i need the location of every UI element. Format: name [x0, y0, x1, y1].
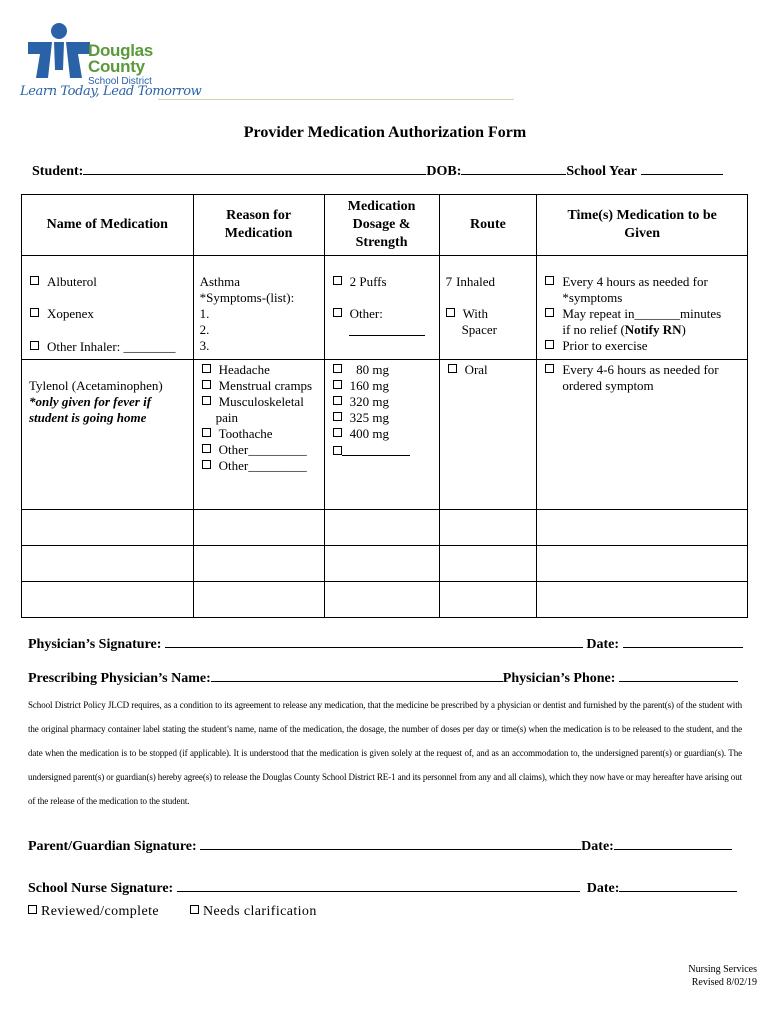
checkbox[interactable]	[446, 308, 455, 317]
tylenol-times-cell	[537, 360, 748, 510]
reason-headache[interactable]: Headache	[202, 362, 270, 378]
times-every-4-hours[interactable]: Every 4 hours as needed for	[545, 274, 707, 290]
times-ordered-symptom: ordered symptom	[562, 378, 654, 393]
table-header-row	[22, 195, 748, 256]
route-with-spacer[interactable]: With	[446, 306, 488, 322]
school-year-field[interactable]	[641, 161, 723, 175]
reason-other-1[interactable]: Other_________	[202, 442, 307, 458]
tylenol-reason-cell	[193, 360, 324, 510]
table-row	[22, 582, 748, 618]
physician-signature-field[interactable]	[165, 634, 583, 648]
reason-toothache[interactable]: Toothache	[202, 426, 273, 442]
logo-name-line2: County	[88, 57, 145, 76]
reason-other-2[interactable]: Other_________	[202, 458, 307, 474]
nurse-signature-label: School Nurse Signature:	[28, 881, 174, 896]
parent-signature-field[interactable]	[200, 836, 581, 850]
blank-cell[interactable]	[193, 582, 324, 618]
tylenol-name-cell	[22, 360, 194, 510]
checkbox[interactable]	[190, 905, 199, 914]
dose-320mg[interactable]: 320 mg	[333, 394, 389, 410]
form-title: Provider Medication Authorization Form	[243, 124, 527, 141]
checkbox[interactable]	[202, 364, 211, 373]
symptom-line-3[interactable]: 3.	[199, 338, 210, 353]
checkbox[interactable]	[202, 380, 211, 389]
checkbox[interactable]	[202, 396, 211, 405]
route-inhaled[interactable]: 7 Inhaled	[445, 274, 496, 289]
times-prior-to-exercise[interactable]: Prior to exercise	[545, 338, 647, 354]
parent-date-field[interactable]	[614, 836, 732, 850]
logo-name-line1: Douglas	[88, 41, 153, 60]
checkbox[interactable]	[202, 460, 211, 469]
checkbox[interactable]	[333, 396, 342, 405]
checkbox[interactable]	[545, 364, 554, 373]
nurse-signature-field[interactable]	[177, 878, 580, 892]
physician-date-field[interactable]	[623, 634, 743, 648]
reviewed-complete-option[interactable]: Reviewed/complete	[28, 904, 159, 920]
tylenol-dosage-cell	[324, 360, 439, 510]
times-symptoms: *symptoms	[562, 290, 623, 305]
district-figure-icon	[26, 22, 92, 82]
dose-other-field[interactable]	[333, 322, 425, 340]
table-row	[22, 510, 748, 546]
albuterol-option[interactable]: Albuterol	[30, 274, 97, 290]
dose-80mg[interactable]: 80 mg	[333, 362, 389, 378]
checkbox[interactable]	[448, 364, 457, 373]
checkbox[interactable]	[30, 341, 39, 350]
physician-signature-row	[28, 634, 743, 653]
symptom-line-2[interactable]: 2.	[199, 322, 210, 337]
prescriber-name-field[interactable]	[211, 668, 503, 682]
header-rule	[158, 99, 514, 100]
checkbox[interactable]	[545, 308, 554, 317]
date-label: Date:	[581, 839, 614, 854]
checkbox[interactable]	[545, 340, 554, 349]
nurse-date-field[interactable]	[619, 878, 737, 892]
table-row	[22, 546, 748, 582]
checkbox[interactable]	[30, 308, 39, 317]
other-inhaler-option[interactable]: Other Inhaler: ________	[30, 339, 176, 355]
route-spacer-label: Spacer	[461, 322, 497, 337]
logo-tagline: Learn Today, Lead Tomorrow	[20, 84, 202, 99]
table-row	[22, 360, 748, 510]
checkbox[interactable]	[333, 428, 342, 437]
reason-menstrual-cramps[interactable]: Menstrual cramps	[202, 378, 313, 394]
parent-signature-label: Parent/Guardian Signature:	[28, 839, 197, 854]
dose-2-puffs[interactable]: 2 Puffs	[333, 274, 387, 290]
symptom-line-1[interactable]: 1.	[199, 306, 210, 321]
blank-cell[interactable]	[537, 510, 748, 546]
date-label: Date:	[586, 637, 620, 652]
checkbox[interactable]	[333, 364, 342, 373]
parent-signature-row	[28, 836, 732, 855]
dob-field[interactable]	[461, 161, 566, 175]
header-route: Route	[439, 195, 537, 256]
checkbox[interactable]	[333, 308, 342, 317]
xopenex-option[interactable]: Xopenex	[30, 306, 94, 322]
student-label: Student:	[32, 164, 84, 179]
blank-cell[interactable]	[22, 546, 194, 582]
dose-400mg[interactable]: 400 mg	[333, 426, 389, 442]
prescriber-name-label: Prescribing Physician’s Name:	[28, 671, 211, 686]
dose-other-blank[interactable]	[333, 442, 410, 460]
times-may-repeat[interactable]: May repeat in_______minutes	[545, 306, 721, 322]
medication-table	[21, 194, 748, 618]
inhaler-names-cell	[22, 256, 194, 360]
header-dosage: Medication Dosage & Strength	[324, 195, 439, 256]
checkbox[interactable]	[333, 380, 342, 389]
checkbox[interactable]	[202, 428, 211, 437]
checkbox[interactable]	[333, 276, 342, 285]
reason-pain: pain	[215, 410, 238, 425]
blank-cell[interactable]	[439, 546, 537, 582]
needs-clarification-option[interactable]: Needs clarification	[190, 904, 317, 920]
checkbox[interactable]	[202, 444, 211, 453]
header-times: Time(s) Medication to be Given	[537, 195, 748, 256]
logo-name-line3: School District	[88, 76, 152, 87]
inhaler-route-cell	[439, 256, 537, 360]
blank-cell[interactable]	[439, 582, 537, 618]
inhaler-times-cell	[537, 256, 748, 360]
blank-cell[interactable]	[193, 510, 324, 546]
times-no-relief: if no relief (Notify RN)	[562, 322, 686, 337]
footer-revision: Revised 8/02/19	[691, 977, 757, 988]
school-year-label: School Year	[566, 164, 638, 179]
reason-asthma: Asthma	[199, 274, 241, 289]
tylenol-route-cell	[439, 360, 537, 510]
tylenol-note: *only given for fever if student is going home	[29, 394, 152, 425]
physician-phone-field[interactable]	[619, 668, 738, 682]
date-label: Date:	[586, 881, 620, 896]
header-reason: Reason for Medication	[193, 195, 324, 256]
reason-symptoms-label: *Symptoms-(list):	[199, 290, 295, 305]
route-marker: 7	[445, 274, 453, 289]
checkbox[interactable]	[30, 276, 39, 285]
route-oral[interactable]: Oral	[448, 362, 488, 378]
header-name: Name of Medication	[22, 195, 194, 256]
blank-cell[interactable]	[22, 582, 194, 618]
blank-cell[interactable]	[324, 510, 439, 546]
blank-cell[interactable]	[537, 546, 748, 582]
checkbox[interactable]	[333, 446, 342, 455]
inhaler-dosage-cell	[324, 256, 439, 360]
dob-label: DOB:	[426, 164, 462, 179]
inhaler-reason-cell	[193, 256, 324, 360]
physician-signature-label: Physician’s Signature:	[28, 637, 162, 652]
footer	[688, 963, 757, 989]
blank-cell[interactable]	[193, 546, 324, 582]
prescriber-row	[28, 668, 738, 687]
blank-cell[interactable]	[324, 582, 439, 618]
tylenol-label: Tylenol (Acetaminophen)	[29, 378, 163, 393]
policy-text: School District Policy JLCD requires, as a condition to its agreement to release any medication, that the medicine be prescribed by a physician or dentist and furnished by the parent(s) of the student with the original pharmacy container label stating the student’s name, name of the medication, the dosage, the number of doses per day or time(s) when the medication is to be released to the student, and the date when the medication is to be stopped (if applicable). It is understood that the medication is given solely at the request of, and as an accommodation to, the undersigned parent(s) or guardian(s). The undersigned parent(s) or guardian(s) hereby agree(s) to release the Douglas County School District RE-1 and its personnel from any and all claims), which they now have or may hereafter have arising out of the release of the medication to the student.	[28, 700, 742, 806]
nurse-signature-row	[28, 878, 737, 897]
district-logo	[20, 22, 202, 104]
checkbox[interactable]	[28, 905, 37, 914]
physician-phone-label: Physician’s Phone:	[502, 671, 616, 686]
blank-cell[interactable]	[439, 510, 537, 546]
reason-musculoskeletal[interactable]: Musculoskeletal	[202, 394, 304, 410]
checkbox[interactable]	[545, 276, 554, 285]
footer-department: Nursing Services	[688, 964, 757, 975]
blank-cell[interactable]	[22, 510, 194, 546]
dose-325mg[interactable]: 325 mg	[333, 410, 389, 426]
checkbox[interactable]	[333, 412, 342, 421]
student-info-row	[32, 161, 723, 180]
blank-cell[interactable]	[537, 582, 748, 618]
dose-160mg[interactable]: 160 mg	[333, 378, 389, 394]
times-every-4-6-hours[interactable]: Every 4-6 hours as needed for	[545, 362, 718, 378]
table-row	[22, 256, 748, 360]
dose-other[interactable]: Other:	[333, 306, 383, 322]
notify-rn: Notify RN	[624, 322, 682, 337]
student-field[interactable]	[83, 161, 426, 175]
blank-cell[interactable]	[324, 546, 439, 582]
